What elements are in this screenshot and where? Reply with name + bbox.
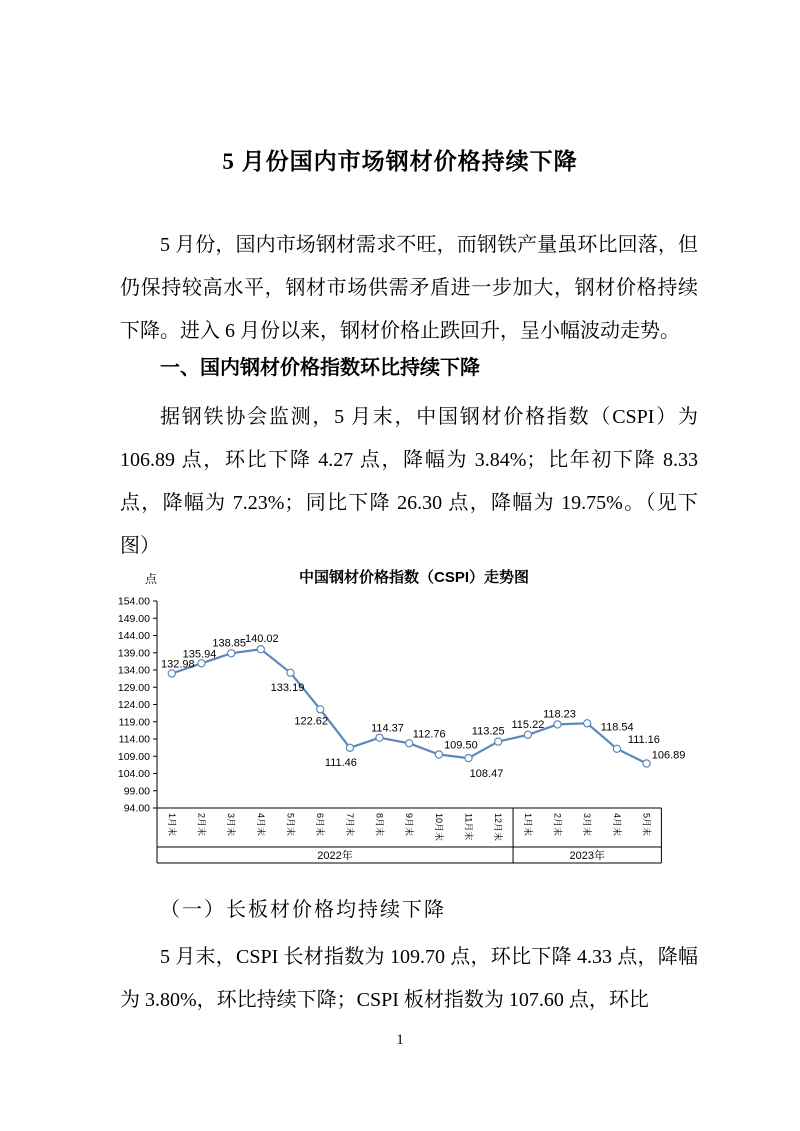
svg-text:4月末: 4月末 xyxy=(611,813,622,837)
paragraph-long-flat-products: 5 月末，CSPI 长材指数为 109.70 点，环比下降 4.33 点，降幅为 3.80%，环比持续下降；CSPI 板材指数为 107.60 点，环比 xyxy=(120,946,698,1011)
page-number: 1 xyxy=(396,1032,404,1048)
svg-text:2月末: 2月末 xyxy=(552,813,563,837)
section-heading-1: 一、国内钢材价格指数环比持续下降 xyxy=(160,357,480,379)
svg-text:6月末: 6月末 xyxy=(315,813,326,837)
svg-text:中国钢材价格指数（CSPI）走势图: 中国钢材价格指数（CSPI）走势图 xyxy=(298,569,530,586)
svg-text:118.23: 118.23 xyxy=(543,708,576,721)
svg-text:124.00: 124.00 xyxy=(117,699,150,711)
svg-text:1月末: 1月末 xyxy=(522,813,533,837)
svg-text:140.02: 140.02 xyxy=(244,633,279,646)
svg-text:111.16: 111.16 xyxy=(627,733,660,746)
svg-text:4月末: 4月末 xyxy=(255,813,266,837)
paragraph-cspi-summary: 据钢铁协会监测，5 月末，中国钢材价格指数（CSPI）为 106.89 点，环比下降 4.27 点，降幅为 3.84%；比年初下降 8.33 点，降幅为 7.23%；同比下降 26.30 点，降幅为 19.75%。（见下图） xyxy=(120,406,698,557)
svg-text:106.89: 106.89 xyxy=(651,749,686,762)
svg-text:144.00: 144.00 xyxy=(117,630,150,642)
svg-text:122.62: 122.62 xyxy=(294,715,329,728)
svg-text:115.22: 115.22 xyxy=(511,718,545,731)
subsection-heading-1: （一）长板材价格均持续下降 xyxy=(160,899,446,921)
svg-text:2023年: 2023年 xyxy=(569,850,605,862)
svg-text:3月末: 3月末 xyxy=(582,813,593,837)
svg-text:114.37: 114.37 xyxy=(371,722,404,735)
svg-text:94.00: 94.00 xyxy=(123,802,150,815)
svg-text:1月末: 1月末 xyxy=(166,813,177,837)
svg-text:10月末: 10月末 xyxy=(433,813,444,842)
svg-text:3月末: 3月末 xyxy=(226,813,237,837)
svg-text:149.00: 149.00 xyxy=(117,612,150,625)
document-title: 5 月份国内市场钢材价格持续下降 xyxy=(222,149,578,174)
paragraph-intro: 5 月份，国内市场钢材需求不旺，而钢铁产量虽环比回落，但仍保持较高水平，钢材市场供需矛盾进一步加大，钢材价格持续下降。进入 6 月份以来，钢材价格止跌回升，呈小幅波动走势。 xyxy=(120,234,698,342)
svg-text:109.00: 109.00 xyxy=(117,750,150,763)
svg-text:139.00: 139.00 xyxy=(117,647,150,660)
svg-text:133.19: 133.19 xyxy=(270,681,305,694)
svg-text:118.54: 118.54 xyxy=(600,721,634,734)
svg-text:99.00: 99.00 xyxy=(123,785,150,798)
svg-text:113.25: 113.25 xyxy=(471,725,505,738)
svg-text:112.76: 112.76 xyxy=(412,728,446,741)
svg-text:2022年: 2022年 xyxy=(317,850,353,862)
cspi-trend-chart-container xyxy=(100,555,700,875)
svg-text:2月末: 2月末 xyxy=(196,813,207,837)
svg-text:134.00: 134.00 xyxy=(117,664,150,677)
svg-text:5月末: 5月末 xyxy=(285,813,296,837)
svg-text:12月末: 12月末 xyxy=(493,813,504,842)
svg-text:点: 点 xyxy=(144,572,158,586)
svg-text:111.46: 111.46 xyxy=(324,756,357,769)
svg-text:104.00: 104.00 xyxy=(117,768,150,780)
svg-text:8月末: 8月末 xyxy=(374,813,385,837)
svg-text:135.94: 135.94 xyxy=(182,648,217,661)
svg-text:132.98: 132.98 xyxy=(160,658,195,671)
svg-text:5月末: 5月末 xyxy=(641,813,652,837)
svg-text:9月末: 9月末 xyxy=(404,813,415,837)
svg-text:11月末: 11月末 xyxy=(463,813,474,841)
svg-text:154.00: 154.00 xyxy=(117,595,150,608)
svg-text:109.50: 109.50 xyxy=(444,739,478,752)
svg-text:129.00: 129.00 xyxy=(117,681,150,694)
cspi-trend-chart xyxy=(100,555,700,875)
svg-text:108.47: 108.47 xyxy=(469,768,504,781)
svg-text:119.00: 119.00 xyxy=(118,716,150,729)
svg-text:138.85: 138.85 xyxy=(212,637,247,650)
svg-text:7月末: 7月末 xyxy=(344,813,355,837)
svg-text:114.00: 114.00 xyxy=(118,733,150,746)
